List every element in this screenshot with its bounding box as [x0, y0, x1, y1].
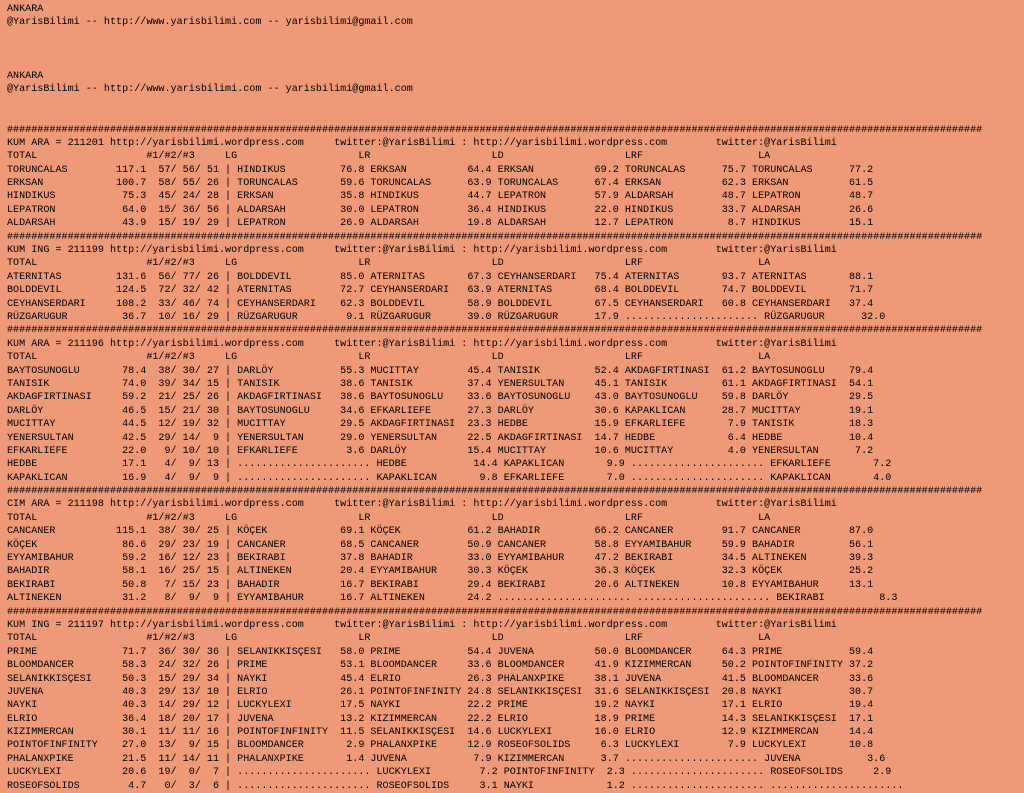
report-line: ATERNITAS 131.6 56/ 77/ 26 | BOLDDEVIL 85.0 ATERNITAS 67.3 CEYHANSERDARI 75.4 ATERNITAS 93.7 ATERNITAS 88.1: [7, 271, 874, 283]
report-line: TOTAL #1/#2/#3 LG LR LD LRF LA: [7, 512, 771, 524]
report-line: CEYHANSERDARI 108.2 33/ 46/ 74 | CEYHANSERDARI 62.3 BOLDDEVIL 58.9 BOLDDEVIL 67.5 CEYHANSERDARI 60.8 CEYHANSERDARI 37.4: [7, 298, 874, 310]
report-line: LEPATRON 64.0 15/ 36/ 56 | ALDARSAH 30.0 LEPATRON 36.4 HINDIKUS 22.0 HINDIKUS 33.7 ALDARSAH 26.6: [7, 204, 874, 216]
report-line: [7, 43, 1024, 56]
report-line: #################################################################################################################################################################: [7, 606, 983, 618]
report-line: YENERSULTAN 42.5 29/ 14/ 9 | YENERSULTAN 29.0 YENERSULTAN 22.5 AKDAGFIRTINASI 14.7 HEDBE 6.4 HEDBE 10.4: [7, 432, 874, 444]
report-line: KAPAKLICAN 16.9 4/ 9/ 9 | ...................... KAPAKLICAN 9.8 EFKARLIEFE 7.0 ...................... KAPAKLICAN 4.0: [7, 472, 892, 484]
report-line: ALTINEKEN 31.2 8/ 9/ 9 | EYYAMIBAHUR 16.7 ALTINEKEN 24.2 ...................... ...................... BEKIRABI 8.3: [7, 593, 898, 605]
report-line: ERKSAN 100.7 58/ 55/ 26 | TORUNCALAS 59.6 TORUNCALAS 63.9 TORUNCALAS 67.4 ERKSAN 62.3 ERKSAN 61.5: [7, 178, 874, 190]
report-line: ANKARA: [7, 70, 44, 82]
report-line: BOLDDEVIL 124.5 72/ 32/ 42 | ATERNITAS 72.7 CEYHANSERDARI 63.9 ATERNITAS 68.4 BOLDDEVIL 74.7 BOLDDEVIL 71.7: [7, 285, 874, 297]
report-line: SELANIKKISÇESI 50.3 15/ 29/ 34 | NAYKI 45.4 ELRIO 26.3 PHALANXPIKE 38.1 JUVENA 41.5 BLOOMDANCER 33.6: [7, 673, 874, 685]
report-line: #################################################################################################################################################################: [7, 486, 983, 498]
report-line: [7, 97, 1024, 110]
report-line: RÜZGARUGUR 36.7 10/ 16/ 29 | RÜZGARUGUR 9.1 RÜZGARUGUR 39.0 RÜZGARUGUR 17.9 ...................... RÜZGARUGUR 32.0: [7, 311, 886, 323]
report-line: ROSEOFSOLIDS 4.7 0/ 3/ 6 | ...................... ROSEOFSOLIDS 3.1 NAYKI 1.2 ...................... ......................: [7, 780, 904, 792]
report-line: LUCKYLEXI 20.6 19/ 0/ 7 | ...................... LUCKYLEXI 7.2 POINTOFINFINITY 2.3 ...................... ROSEOFSOLIDS 2.9: [7, 767, 892, 779]
report-line: CIM ARA = 211198 http://yarisbilimi.wordpress.com twitter:@YarisBilimi : http://yarisbilimi.wordpress.com twitter:@YarisBilimi: [7, 499, 837, 511]
report-line: TOTAL #1/#2/#3 LG LR LD LRF LA: [7, 633, 771, 645]
report-line: DARLÖY 46.5 15/ 21/ 30 | BAYTOSUNOGLU 34.6 EFKARLIEFE 27.3 DARLÖY 30.6 KAPAKLICAN 28.7 MUCITTAY 19.1: [7, 405, 874, 417]
report-line: #################################################################################################################################################################: [7, 325, 983, 337]
report-line: [7, 30, 1024, 43]
report-line: JUVENA 40.3 29/ 13/ 10 | ELRIO 26.1 POINTOFINFINITY 24.8 SELANIKKISÇESI 31.6 SELANIKKISÇESI 20.8 NAYKI 30.7: [7, 686, 874, 698]
report-line: PRIME 71.7 36/ 30/ 36 | SELANIKKISÇESI 58.0 PRIME 54.4 JUVENA 50.0 BLOOMDANCER 64.3 PRIME 59.4: [7, 646, 874, 658]
report-line: TOTAL #1/#2/#3 LG LR LD LRF LA: [7, 151, 771, 163]
report-line: #################################################################################################################################################################: [7, 231, 983, 243]
report-line: KUM ARA = 211196 http://yarisbilimi.wordpress.com twitter:@YarisBilimi : http://yarisbilimi.wordpress.com twitter:@YarisBilimi: [7, 338, 837, 350]
report-line: @YarisBilimi -- http://www.yarisbilimi.com -- yarisbilimi@gmail.com: [7, 17, 413, 29]
report-line: BAYTOSUNOGLU 78.4 38/ 30/ 27 | DARLÖY 55.3 MUCITTAY 45.4 TANISIK 52.4 AKDAGFIRTINASI 61.2 BAYTOSUNOGLU 79.4: [7, 365, 874, 377]
report-line: KIZIMMERCAN 30.1 11/ 11/ 16 | POINTOFINFINITY 11.5 SELANIKKISÇESI 14.6 LUCKYLEXI 16.0 ELRIO 12.9 KIZIMMERCAN 14.4: [7, 727, 874, 739]
report-line: POINTOFINFINITY 27.0 13/ 9/ 15 | BLOOMDANCER 2.9 PHALANXPIKE 12.9 ROSEOFSOLIDS 6.3 LUCKYLEXI 7.9 LUCKYLEXI 10.8: [7, 740, 874, 752]
report-line: ALDARSAH 43.9 15/ 19/ 29 | LEPATRON 26.9 ALDARSAH 19.8 ALDARSAH 12.7 LEPATRON 8.7 HINDIKUS 15.1: [7, 218, 874, 230]
report-line: CANCANER 115.1 38/ 30/ 25 | KÖÇEK 69.1 KÖÇEK 61.2 BAHADIR 66.2 CANCANER 91.7 CANCANER 87.0: [7, 526, 874, 538]
report-line: [7, 57, 1024, 70]
report-line: PHALANXPIKE 21.5 11/ 14/ 11 | PHALANXPIKE 1.4 JUVENA 7.9 KIZIMMERCAN 3.7 ...................... JUVENA 3.6: [7, 753, 886, 765]
report-line: BLOOMDANCER 58.3 24/ 32/ 26 | PRIME 53.1 BLOOMDANCER 33.6 BLOOMDANCER 41.9 KIZIMMERCAN 50.2 POINTOFINFINITY 37.2: [7, 660, 874, 672]
report-line: KUM ARA = 211201 http://yarisbilimi.wordpress.com twitter:@YarisBilimi : http://yarisbilimi.wordpress.com twitter:@YarisBilimi: [7, 137, 837, 149]
report-line: @YarisBilimi -- http://www.yarisbilimi.com -- yarisbilimi@gmail.com: [7, 84, 413, 96]
report-line: TOTAL #1/#2/#3 LG LR LD LRF LA: [7, 352, 771, 364]
report-line: TANISIK 74.0 39/ 34/ 15 | TANISIK 38.6 TANISIK 37.4 YENERSULTAN 45.1 TANISIK 61.1 AKDAGFIRTINASI 54.1: [7, 378, 874, 390]
report-line: EYYAMIBAHUR 59.2 16/ 12/ 23 | BEKIRABI 37.8 BAHADIR 33.0 EYYAMIBAHUR 47.2 BEKIRABI 34.5 ALTINEKEN 39.3: [7, 553, 874, 565]
report-line: MUCITTAY 44.5 12/ 19/ 32 | MUCITTAY 29.5 AKDAGFIRTINASI 23.3 HEDBE 15.9 EFKARLIEFE 7.9 TANISIK 18.3: [7, 419, 874, 431]
report-line: ELRIO 36.4 18/ 20/ 17 | JUVENA 13.2 KIZIMMERCAN 22.2 ELRIO 18.9 PRIME 14.3 SELANIKKISÇESI 17.1: [7, 713, 874, 725]
report-line: #################################################################################################################################################################: [7, 124, 983, 136]
report-line: BAHADIR 58.1 16/ 25/ 15 | ALTINEKEN 20.4 EYYAMIBAHUR 30.3 KÖÇEK 36.3 KÖÇEK 32.3 KÖÇEK 25.2: [7, 566, 874, 578]
report-line: HINDIKUS 75.3 45/ 24/ 28 | ERKSAN 35.8 HINDIKUS 44.7 LEPATRON 57.9 ALDARSAH 48.7 LEPATRON 48.7: [7, 191, 874, 203]
report-line: EFKARLIEFE 22.0 9/ 10/ 10 | EFKARLIEFE 3.6 DARLÖY 15.4 MUCITTAY 10.6 MUCITTAY 4.0 YENERSULTAN 7.2: [7, 445, 874, 457]
report-line: NAYKI 40.3 14/ 29/ 12 | LUCKYLEXI 17.5 NAYKI 22.2 PRIME 19.2 NAYKI 17.1 ELRIO 19.4: [7, 700, 874, 712]
report-line: AKDAGFIRTINASI 59.2 21/ 25/ 26 | AKDAGFIRTINASI 38.6 BAYTOSUNOGLU 33.6 BAYTOSUNOGLU 43.0 BAYTOSUNOGLU 59.8 DARLÖY 29.5: [7, 392, 874, 404]
report-line: TORUNCALAS 117.1 57/ 56/ 51 | HINDIKUS 76.8 ERKSAN 64.4 ERKSAN 69.2 TORUNCALAS 75.7 TORUNCALAS 77.2: [7, 164, 874, 176]
report-line: KUM ING = 211199 http://yarisbilimi.wordpress.com twitter:@YarisBilimi : http://yarisbilimi.wordpress.com twitter:@YarisBilimi: [7, 245, 837, 257]
report-line: [7, 110, 1024, 123]
report-line: TOTAL #1/#2/#3 LG LR LD LRF LA: [7, 258, 771, 270]
report-line: KUM ING = 211197 http://yarisbilimi.wordpress.com twitter:@YarisBilimi : http://yarisbilimi.wordpress.com twitter:@YarisBilimi: [7, 619, 837, 631]
report-line: HEDBE 17.1 4/ 9/ 13 | ...................... HEDBE 14.4 KAPAKLICAN 9.9 ...................... EFKARLIEFE 7.2: [7, 459, 892, 471]
report-line: ANKARA: [7, 4, 44, 15]
report-line: BEKIRABI 50.8 7/ 15/ 23 | BAHADIR 16.7 BEKIRABI 29.4 BEKIRABI 20.6 ALTINEKEN 10.8 EYYAMIBAHUR 13.1: [7, 579, 874, 591]
report-line: KÖÇEK 86.6 29/ 23/ 19 | CANCANER 68.5 CANCANER 50.9 CANCANER 58.8 EYYAMIBAHUR 59.9 BAHADIR 56.1: [7, 539, 874, 551]
